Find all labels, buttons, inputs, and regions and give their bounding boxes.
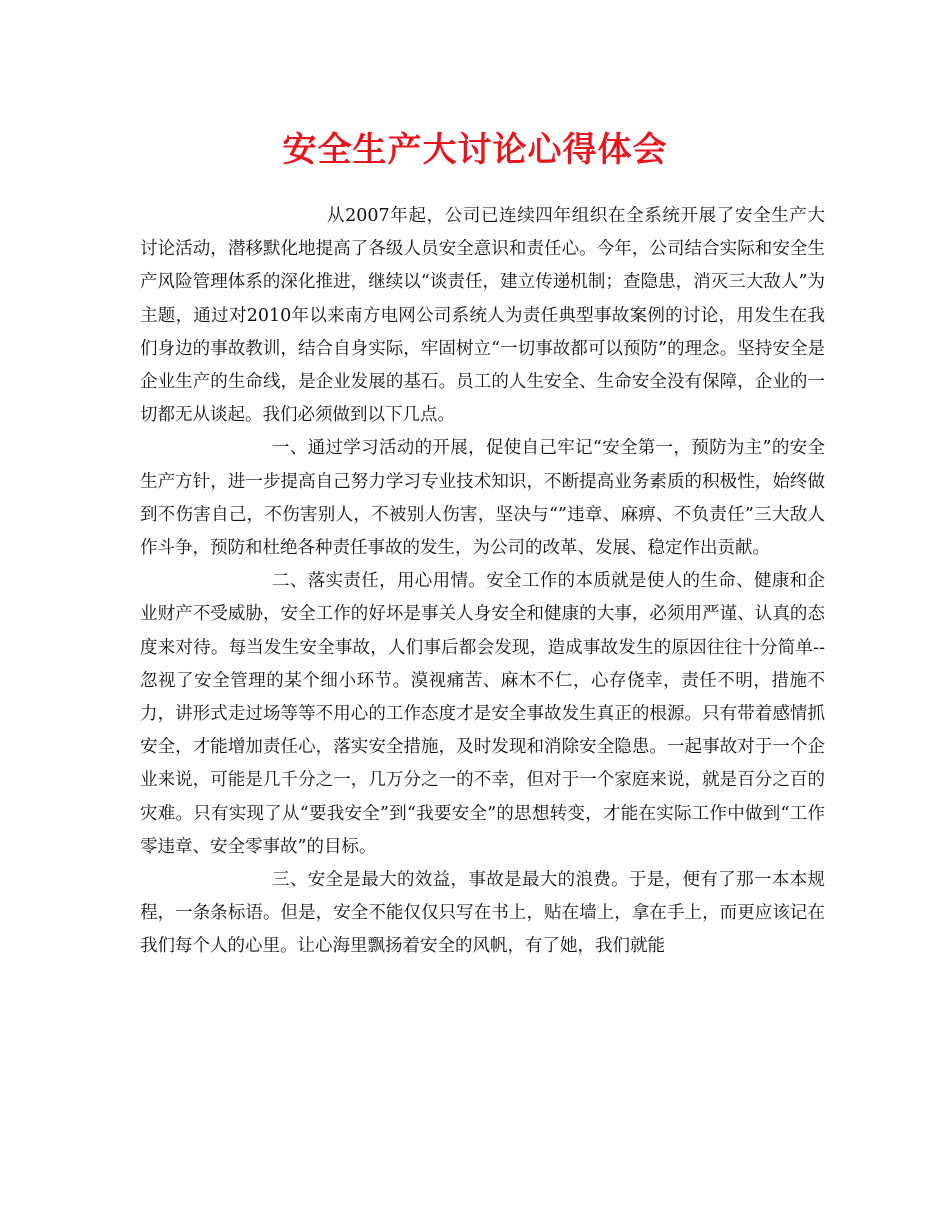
document-body — [140, 200, 825, 964]
paragraph-point-two: 二、落实责任，用心用情。安全工作的本质就是使人的生命、健康和企业财产不受威胁，安全工作的好坏是事关人身安全和健康的大事，必须用严谨、认真的态度来对待。每当发生安全事故，人们事后都会发现，造成事故发生的原因往往十分简单--忽视了安全管理的某个细小环节。漠视痛苦、麻木不仁，心存侥幸，责任不明，措施不力，讲形式走过场等等不用心的工作态度才是安全事故发生真正的根源。只有带着感情抓安全，才能增加责任心，落实安全措施，及时发现和消除安全隐患。一起事故对于一个企业来说，可能是几千分之一，几万分之一的不幸，但对于一个家庭来说，就是百分之百的灾难。只有实现了从“要我安全”到“我要安全”的思想转变，才能在实际工作中做到“工作零违章、安全零事故”的目标。 — [140, 571, 825, 857]
document-title: 安全生产大讨论心得体会 — [282, 130, 668, 170]
paragraph-point-three: 三、安全是最大的效益，事故是最大的浪费。于是，便有了那一本本规程，一条条标语。但是，安全不能仅仅只写在书上，贴在墙上，拿在手上，而更应该记在我们每个人的心里。让心海里飘扬着安全的风帆，有了她，我们就能 — [140, 870, 825, 957]
paragraph-intro: 从2007年起，公司已连续四年组织在全系统开展了安全生产大讨论活动，潜移默化地提高了各级人员安全意识和责任心。今年，公司结合实际和安全生产风险管理体系的深化推进，继续以“谈责任，建立传递机制；查隐患，消灭三大敌人”为主题，通过对2010年以来南方电网公司系统人为责任典型事故案例的讨论，用发生在我们身边的事故教训，结合自身实际，牢固树立“一切事故都可以预防”的理念。坚持安全是企业生产的生命线，是企业发展的基石。员工的人生安全、生命安全没有保障，企业的一切都无从谈起。我们必须做到以下几点。 — [140, 206, 825, 426]
paragraph-point-one: 一、通过学习活动的开展，促使自己牢记“安全第一，预防为主”的安全生产方针，进一步提高自己努力学习专业技术知识，不断提高业务素质的积极性，始终做到不伤害自己，不伤害别人，不被别人伤害，坚决与“”违章、麻痹、不负责任”三大敌人作斗争，预防和杜绝各种责任事故的发生，为公司的改革、发展、稳定作出贡献。 — [140, 438, 825, 559]
